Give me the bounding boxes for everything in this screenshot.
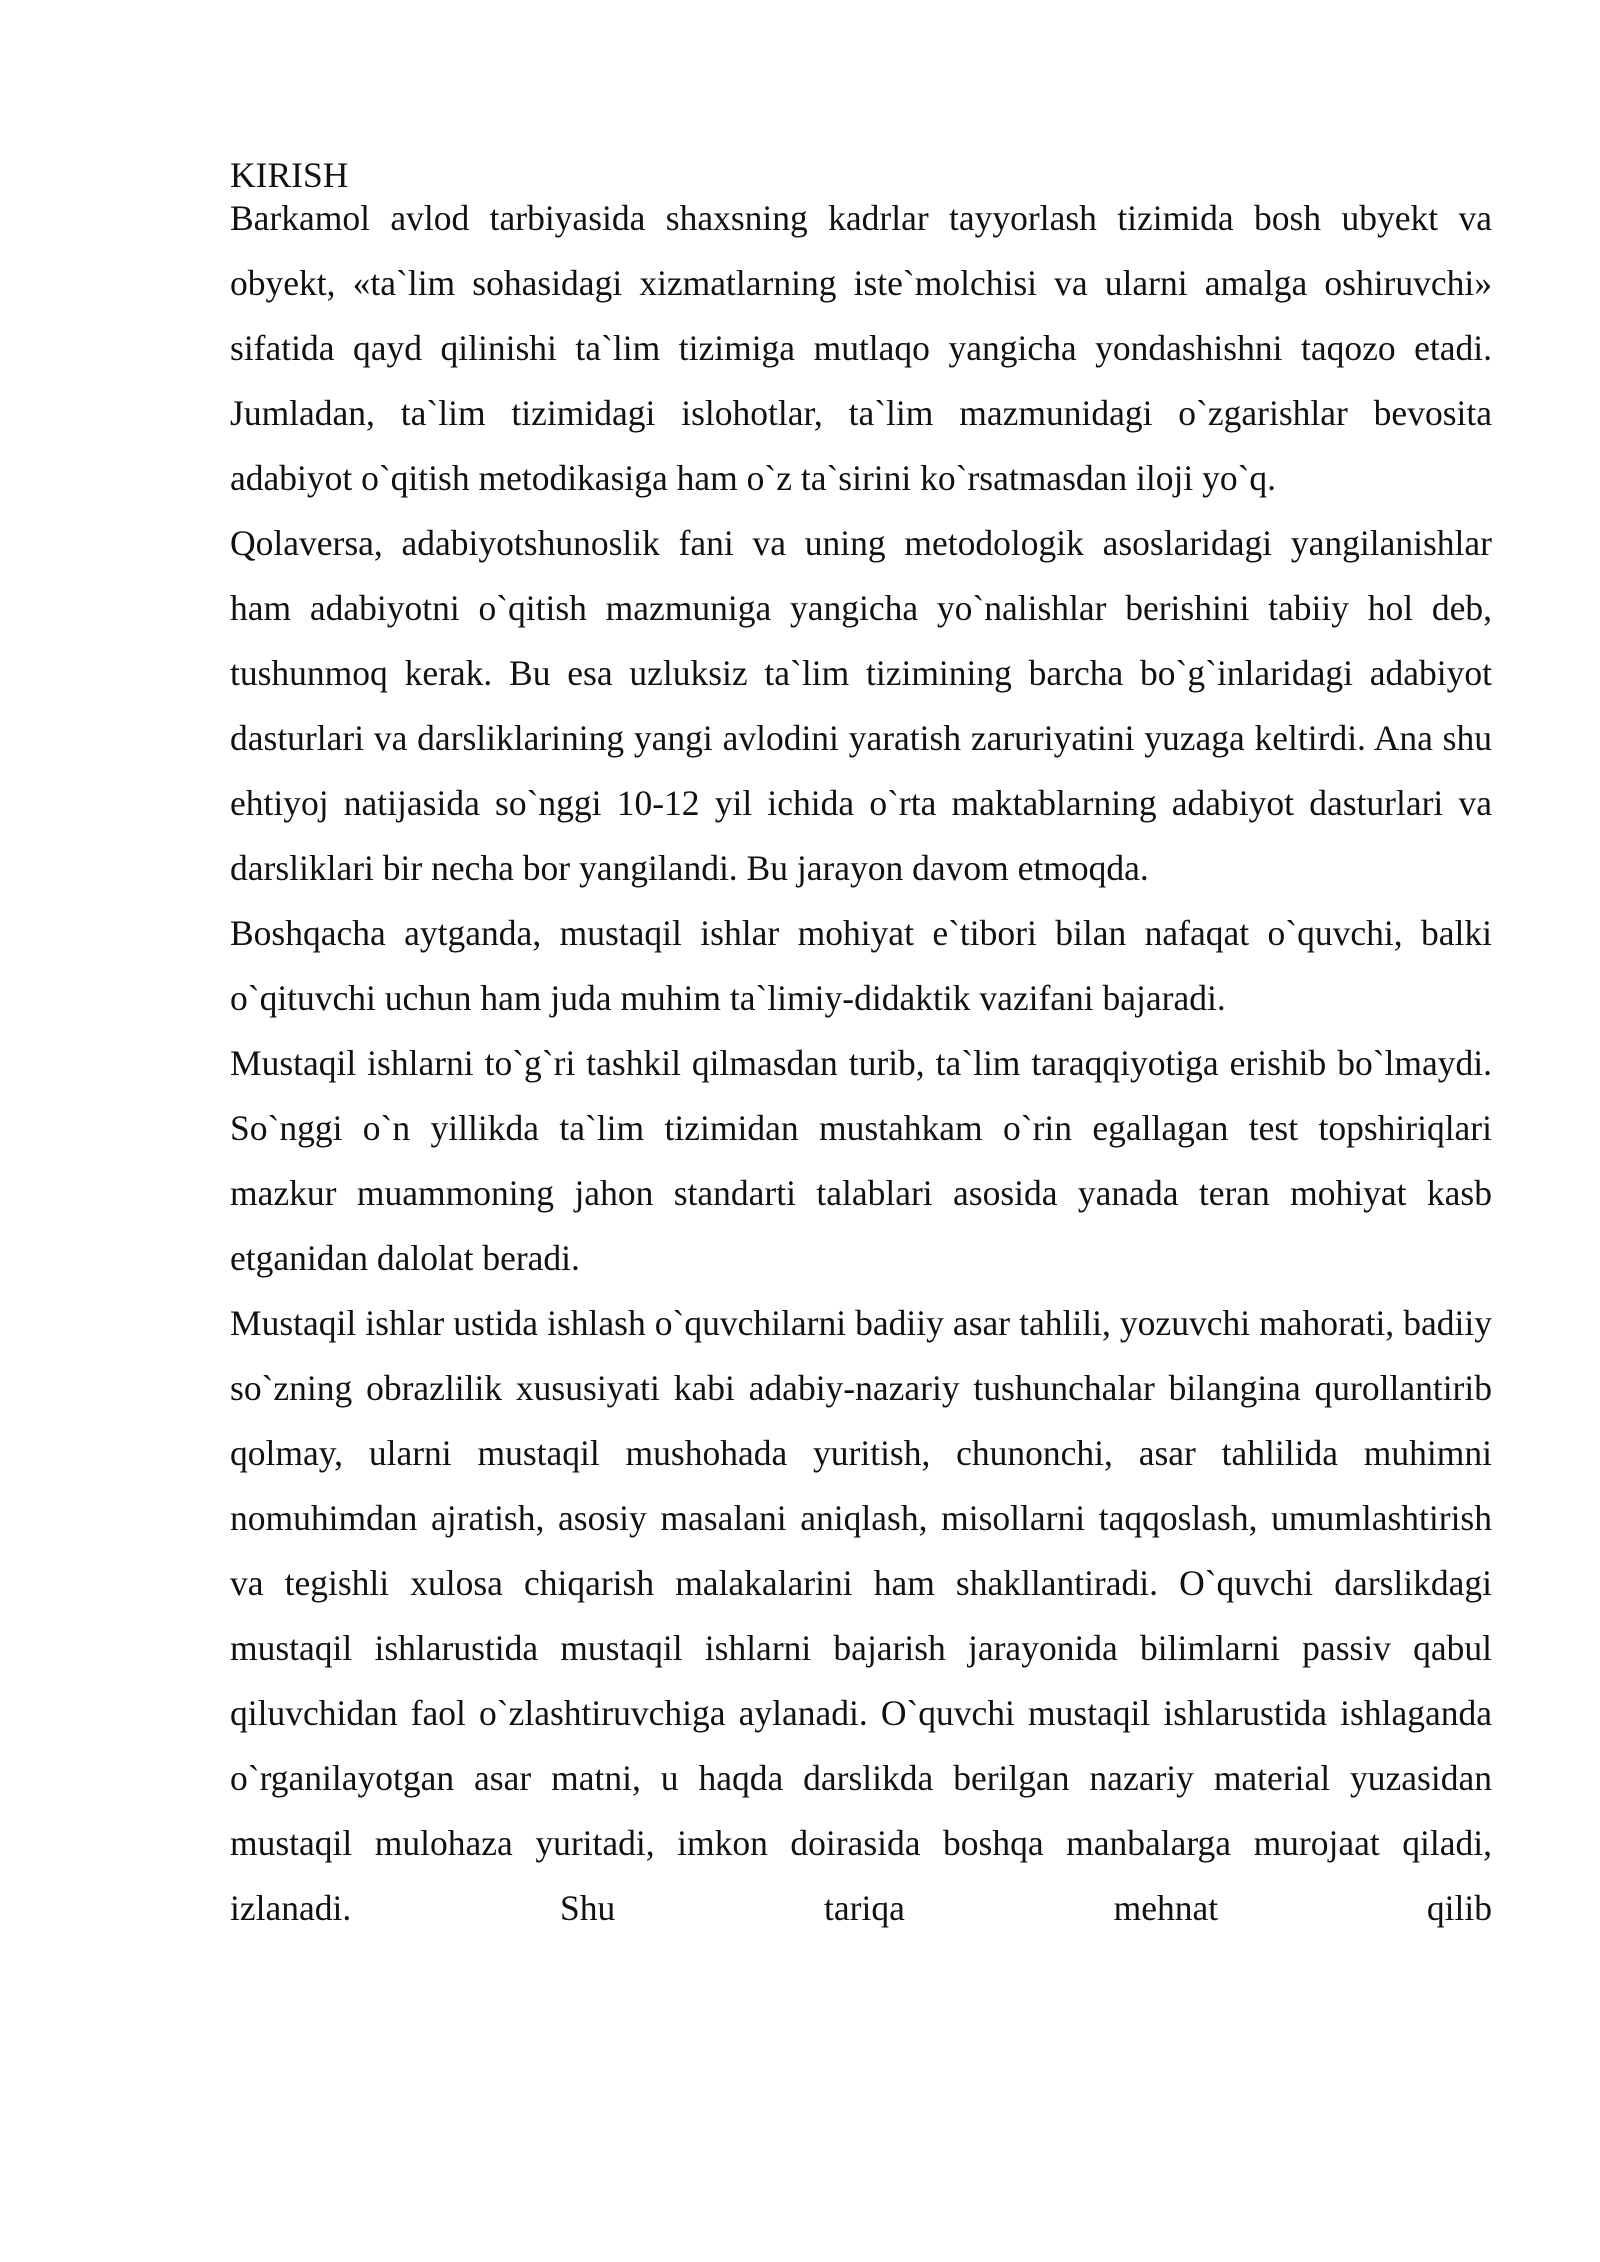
paragraph-4: Mustaqil ishlarni to`g`ri tashkil qilmasdan turib, ta`lim taraqqiyotiga erishib bo`lmaydi. So`nggi o`n yillikda ta`lim tizimidan mustahkam o`rin egallagan test topshiriqlari mazkur muammoning jahon standarti talablari asosida yanada teran mohiyat kasb etganidan dalolat beradi.: [230, 1043, 1492, 1278]
paragraph-2: Qolaversa, adabiyotshunoslik fani va uning metodologik asoslaridagi yangilanishlar ham adabiyotni o`qitish mazmuniga yangicha yo`nalishlar berishini tabiiy hol deb, tushunmoq kerak. Bu esa uzluksiz ta`lim tizimining barcha bo`g`inlaridagi adabiyot dasturlari va darsliklarining yangi avlodini yaratish zaruriyatini yuzaga keltirdi. Ana shu ehtiyoj natijasida so`nggi 10-12 yil ichida o`rta maktablarning adabiyot dasturlari va darsliklari bir necha bor yangilandi. Bu jarayon davom etmoqda.: [230, 523, 1492, 888]
paragraph-5: Mustaqil ishlar ustida ishlash o`quvchilarni badiiy asar tahlili, yozuvchi mahorati, badiiy so`zning obrazlilik xususiyati kabi adabiy-nazariy tushunchalar bilangina qurollantirib qolmay, ularni mustaqil mushohada yuritish, chunonchi, asar tahlilida muhimni nomuhimdan ajratish, asosiy masalani aniqlash, misollarni taqqoslash, umumlashtirish va tegishli xulosa chiqarish malakalarini ham shakllantiradi. O`quvchi darslikdagi mustaqil ishlarustida mustaqil ishlarni bajarish jarayonida bilimlarni passiv qabul qiluvchidan faol o`zlashtiruvchiga aylanadi. O`quvchi mustaqil ishlarustida ishlaganda o`rganilayotgan asar matni, u haqda darslikda berilgan nazariy material yuzasidan mustaqil mulohaza yuritadi, imkon doirasida boshqa manbalarga murojaat qiladi, izlanadi. Shu tariqa mehnat qilib: [230, 1303, 1492, 1928]
paragraph-3: Boshqacha aytganda, mustaqil ishlar mohiyat e`tibori bilan nafaqat o`quvchi, balki o`qituvchi uchun ham juda muhim ta`limiy-didaktik vazifani bajaradi.: [230, 913, 1492, 1018]
page-title: KIRISH: [230, 155, 349, 195]
document-body: [230, 150, 1492, 1941]
paragraph-1: Barkamol avlod tarbiyasida shaxsning kadrlar tayyorlash tizimida bosh ubyekt va obyekt, «ta`lim sohasidagi xizmatlarning iste`molchisi va ularni amalga oshiruvchi» sifatida qayd qilinishi ta`lim tizimiga mutlaqo yangicha yondashishni taqozo etadi. Jumladan, ta`lim tizimidagi islohotlar, ta`lim mazmunidagi o`zgarishlar bevosita adabiyot o`qitish metodikasiga ham o`z ta`sirini ko`rsatmasdan iloji yo`q.: [230, 198, 1492, 498]
